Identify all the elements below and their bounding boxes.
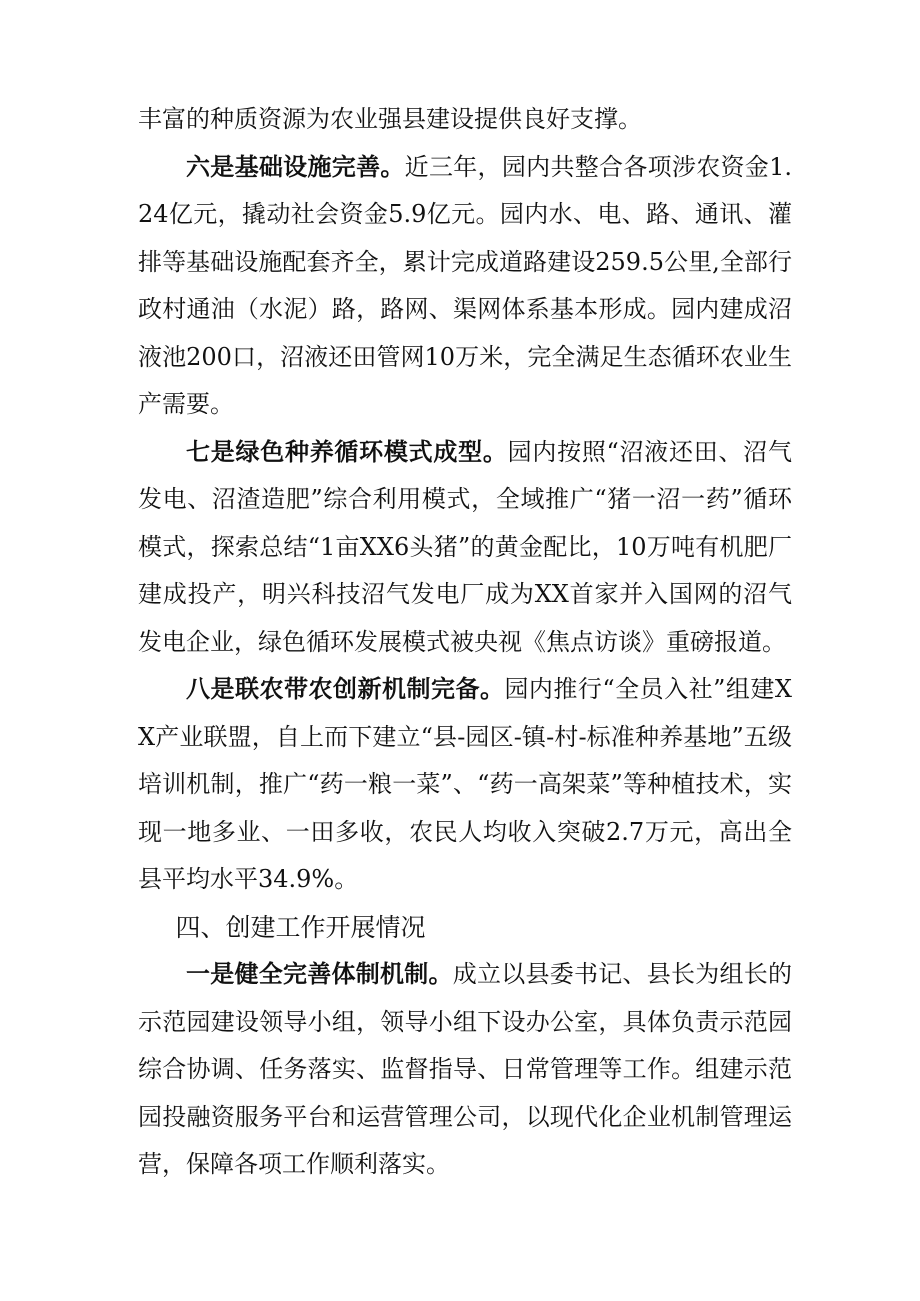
paragraph-infrastructure (138, 144, 792, 429)
paragraph-green-cycle (138, 429, 792, 667)
paragraph-text: 丰富的种质资源为农业强县建设提供良好支撑。 (138, 105, 642, 133)
paragraph-text: 园内按照“沼液还田、沼气发电、沼渣造肥”综合利用模式，全域推广“猪一沼一药”循环模式，探索总结“1亩XX6头猪”的黄金配比，10万吨有机肥厂建成投产，明兴科技沼气发电厂成为XX首家并入国网的沼气发电企业，绿色循环发展模式被央视《焦点访谈》重磅报道。 (138, 437, 792, 656)
paragraph-farmer-linkage (138, 666, 792, 904)
document-body (138, 96, 792, 1189)
paragraph-text: 近三年，园内共整合各项涉农资金1.24亿元，撬动社会资金5.9亿元。园内水、电、路、通讯、灌排等基础设施配套齐全，累计完成道路建设259.5公里,全部行政村通油（水泥）路，路网、渠网体系基本形成。园内建成沼液池200口，沼液还田管网10万米，完全满足生态循环农业生产需要。 (138, 152, 793, 418)
paragraph-text: 成立以县委书记、县长为组长的示范园建设领导小组，领导小组下设办公室，具体负责示范园综合协调、任务落实、监督指导、日常管理等工作。组建示范园投融资服务平台和运营管理公司，以现代化企业机制管理运营，保障各项工作顺利落实。 (138, 960, 792, 1178)
section-heading (138, 904, 792, 952)
paragraph-lead: 七是绿色种养循环模式成型。 (186, 437, 508, 466)
paragraph-lead: 八是联农带农创新机制完备。 (186, 675, 505, 703)
paragraph-text: 园内推行“全员入社”组建XX产业联盟，自上而下建立“县-园区-镇-村-标准种养基地”五级培训机制，推广“药一粮一菜”、“药一高架菜”等种植技术，实现一地多业、一田多收，农民人均收入突破2.7万元，高出全县平均水平34.9%。 (138, 675, 793, 893)
section-heading-text: 四、创建工作开展情况 (175, 912, 426, 942)
paragraph-lead: 一是健全完善体制机制。 (186, 960, 453, 988)
paragraph-institution (138, 951, 792, 1189)
paragraph-continuation (138, 96, 792, 144)
paragraph-lead: 六是基础设施完善。 (186, 152, 405, 181)
